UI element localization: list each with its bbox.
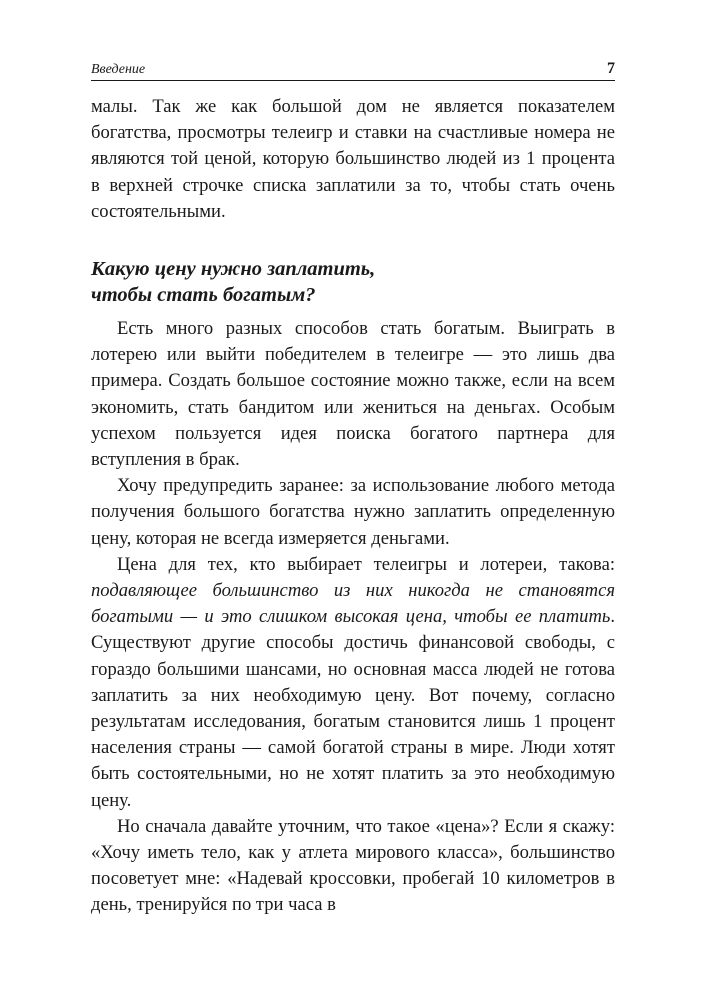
continuation-paragraph-block [91, 94, 615, 225]
page-number: 7 [607, 60, 615, 77]
section-heading [91, 256, 615, 308]
paragraph-3-start: Цена для тех, кто выбирает телеигры и лотереи, такова: [117, 553, 615, 575]
continuation-paragraph: малы. Так же как большой дом не является показателем богатства, просмотры телеигр и ставки на счастливые номера не являются той ценой, которую большинство людей из 1 процента в верхней строчке списка заплатили за то, чтобы стать очень состоятельными. [91, 96, 615, 222]
section-body [91, 316, 615, 919]
paragraph-3-end: . Существуют другие способы достичь финансовой свободы, с гораздо большими шансами, но основная масса людей не готова заплатить за них необходимую цену. Вот почему, согласно результатам исследования, богатым становится лишь 1 процент населения страны — самой богатой страны в мире. Люди хотят быть состоятельными, но не хотят платить за это необходимую цену. [91, 606, 615, 811]
paragraph-1: Есть много разных способов стать богатым. Выиграть в лотерею или выйти победителем в телеигре — это лишь два примера. Создать большое состояние можно также, если на всем экономить, стать бандитом или жениться на деньгах. Особым успехом пользуется идея поиска богатого партнера для вступления в брак. [91, 318, 615, 471]
paragraph-2: Хочу предупредить заранее: за использование любого метода получения большого богатства нужно заплатить определенную цену, которая не всегда измеряется деньгами. [91, 475, 615, 549]
header-rule [91, 80, 615, 81]
section-heading-line-2: чтобы стать богатым? [91, 284, 316, 306]
section-heading-line-1: Какую цену нужно заплатить, [91, 258, 376, 280]
running-header [91, 58, 615, 82]
paragraph-3-italic: подавляющее большинство из них никогда не становятся богатыми — и это слишком высокая цена, чтобы ее платить [91, 580, 615, 628]
paragraph-3 [91, 552, 615, 814]
chapter-title: Введение [91, 62, 146, 77]
paragraph-4: Но сначала давайте уточним, что такое «цена»? Если я скажу: «Хочу иметь тело, как у атлета мирового класса», большинство посоветует мне: «Надевай кроссовки, пробегай 10 километров в день, тренируйся по три часа в [91, 815, 615, 916]
